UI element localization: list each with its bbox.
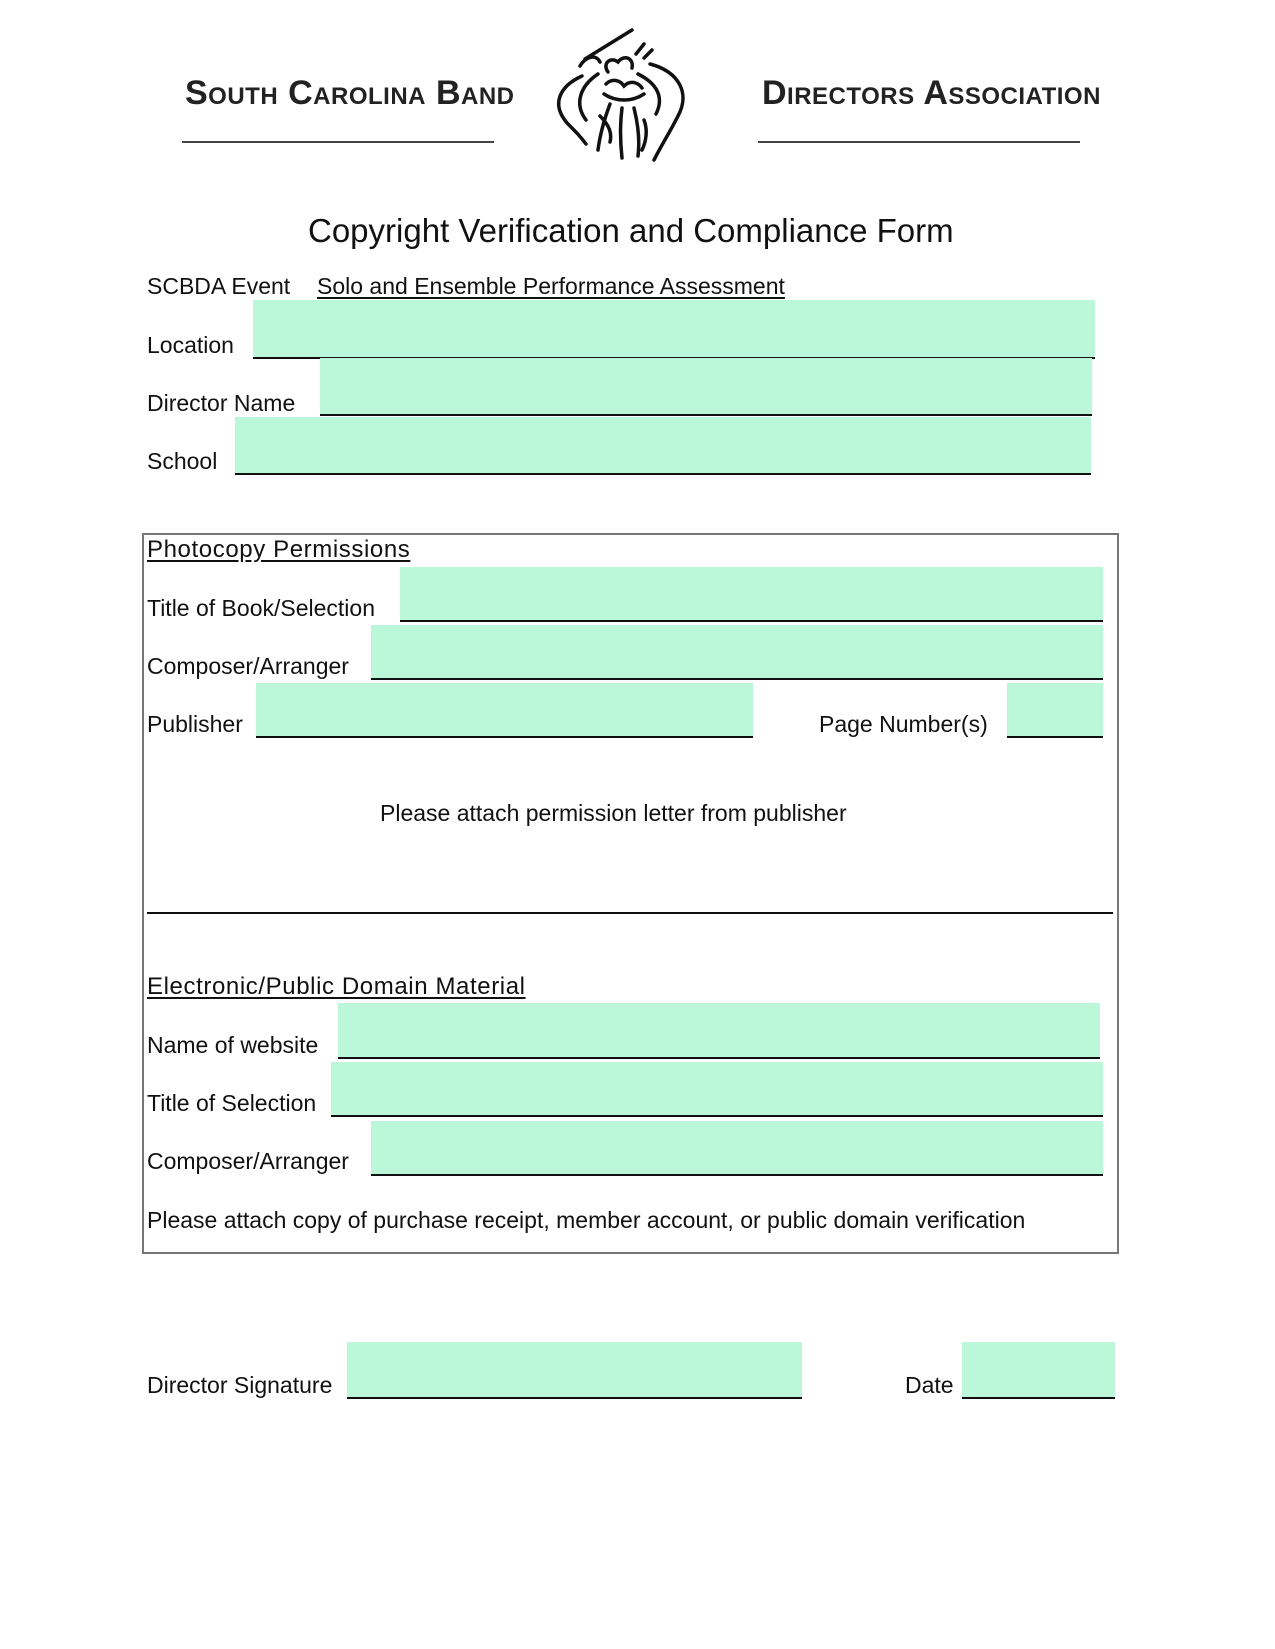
website-label: Name of website xyxy=(147,1032,319,1058)
page-numbers-field[interactable] xyxy=(1007,683,1103,738)
photocopy-composer-field[interactable] xyxy=(371,625,1103,680)
book-title-label: Title of Book/Selection xyxy=(147,595,375,621)
photocopy-note: Please attach permission letter from publisher xyxy=(380,800,847,826)
electronic-composer-field[interactable] xyxy=(371,1121,1103,1176)
location-field[interactable] xyxy=(253,300,1095,359)
band-director-logo-icon xyxy=(540,24,710,166)
signature-field[interactable] xyxy=(347,1342,802,1399)
selection-title-label: Title of Selection xyxy=(147,1090,317,1116)
header-left-rule xyxy=(182,141,494,143)
header-right-rule xyxy=(758,141,1080,143)
event-value: Solo and Ensemble Performance Assessment xyxy=(317,273,785,299)
signature-label: Director Signature xyxy=(147,1372,333,1398)
header-left-text: South Carolina Band xyxy=(185,74,515,112)
director-name-label: Director Name xyxy=(147,390,296,416)
director-name-field[interactable] xyxy=(320,358,1092,416)
electronic-note: Please attach copy of purchase receipt, member account, or public domain verification xyxy=(147,1207,1026,1233)
event-label: SCBDA Event xyxy=(147,273,291,299)
date-field[interactable] xyxy=(962,1342,1115,1399)
form-title: Copyright Verification and Compliance Form xyxy=(308,212,954,249)
publisher-field[interactable] xyxy=(256,683,753,738)
website-field[interactable] xyxy=(338,1003,1100,1059)
electronic-heading: Electronic/Public Domain Material xyxy=(147,973,526,1000)
photocopy-heading: Photocopy Permissions xyxy=(147,536,411,563)
date-label: Date xyxy=(905,1372,954,1398)
location-label: Location xyxy=(147,332,234,358)
header-right-text: Directors Association xyxy=(762,74,1101,112)
book-title-field[interactable] xyxy=(400,567,1103,622)
school-label: School xyxy=(147,448,218,474)
page-numbers-label: Page Number(s) xyxy=(819,711,988,737)
photocopy-composer-label: Composer/Arranger xyxy=(147,653,349,679)
selection-title-field[interactable] xyxy=(331,1062,1103,1117)
electronic-composer-label: Composer/Arranger xyxy=(147,1148,349,1174)
section-divider xyxy=(147,912,1113,914)
school-field[interactable] xyxy=(235,417,1091,475)
publisher-label: Publisher xyxy=(147,711,243,737)
